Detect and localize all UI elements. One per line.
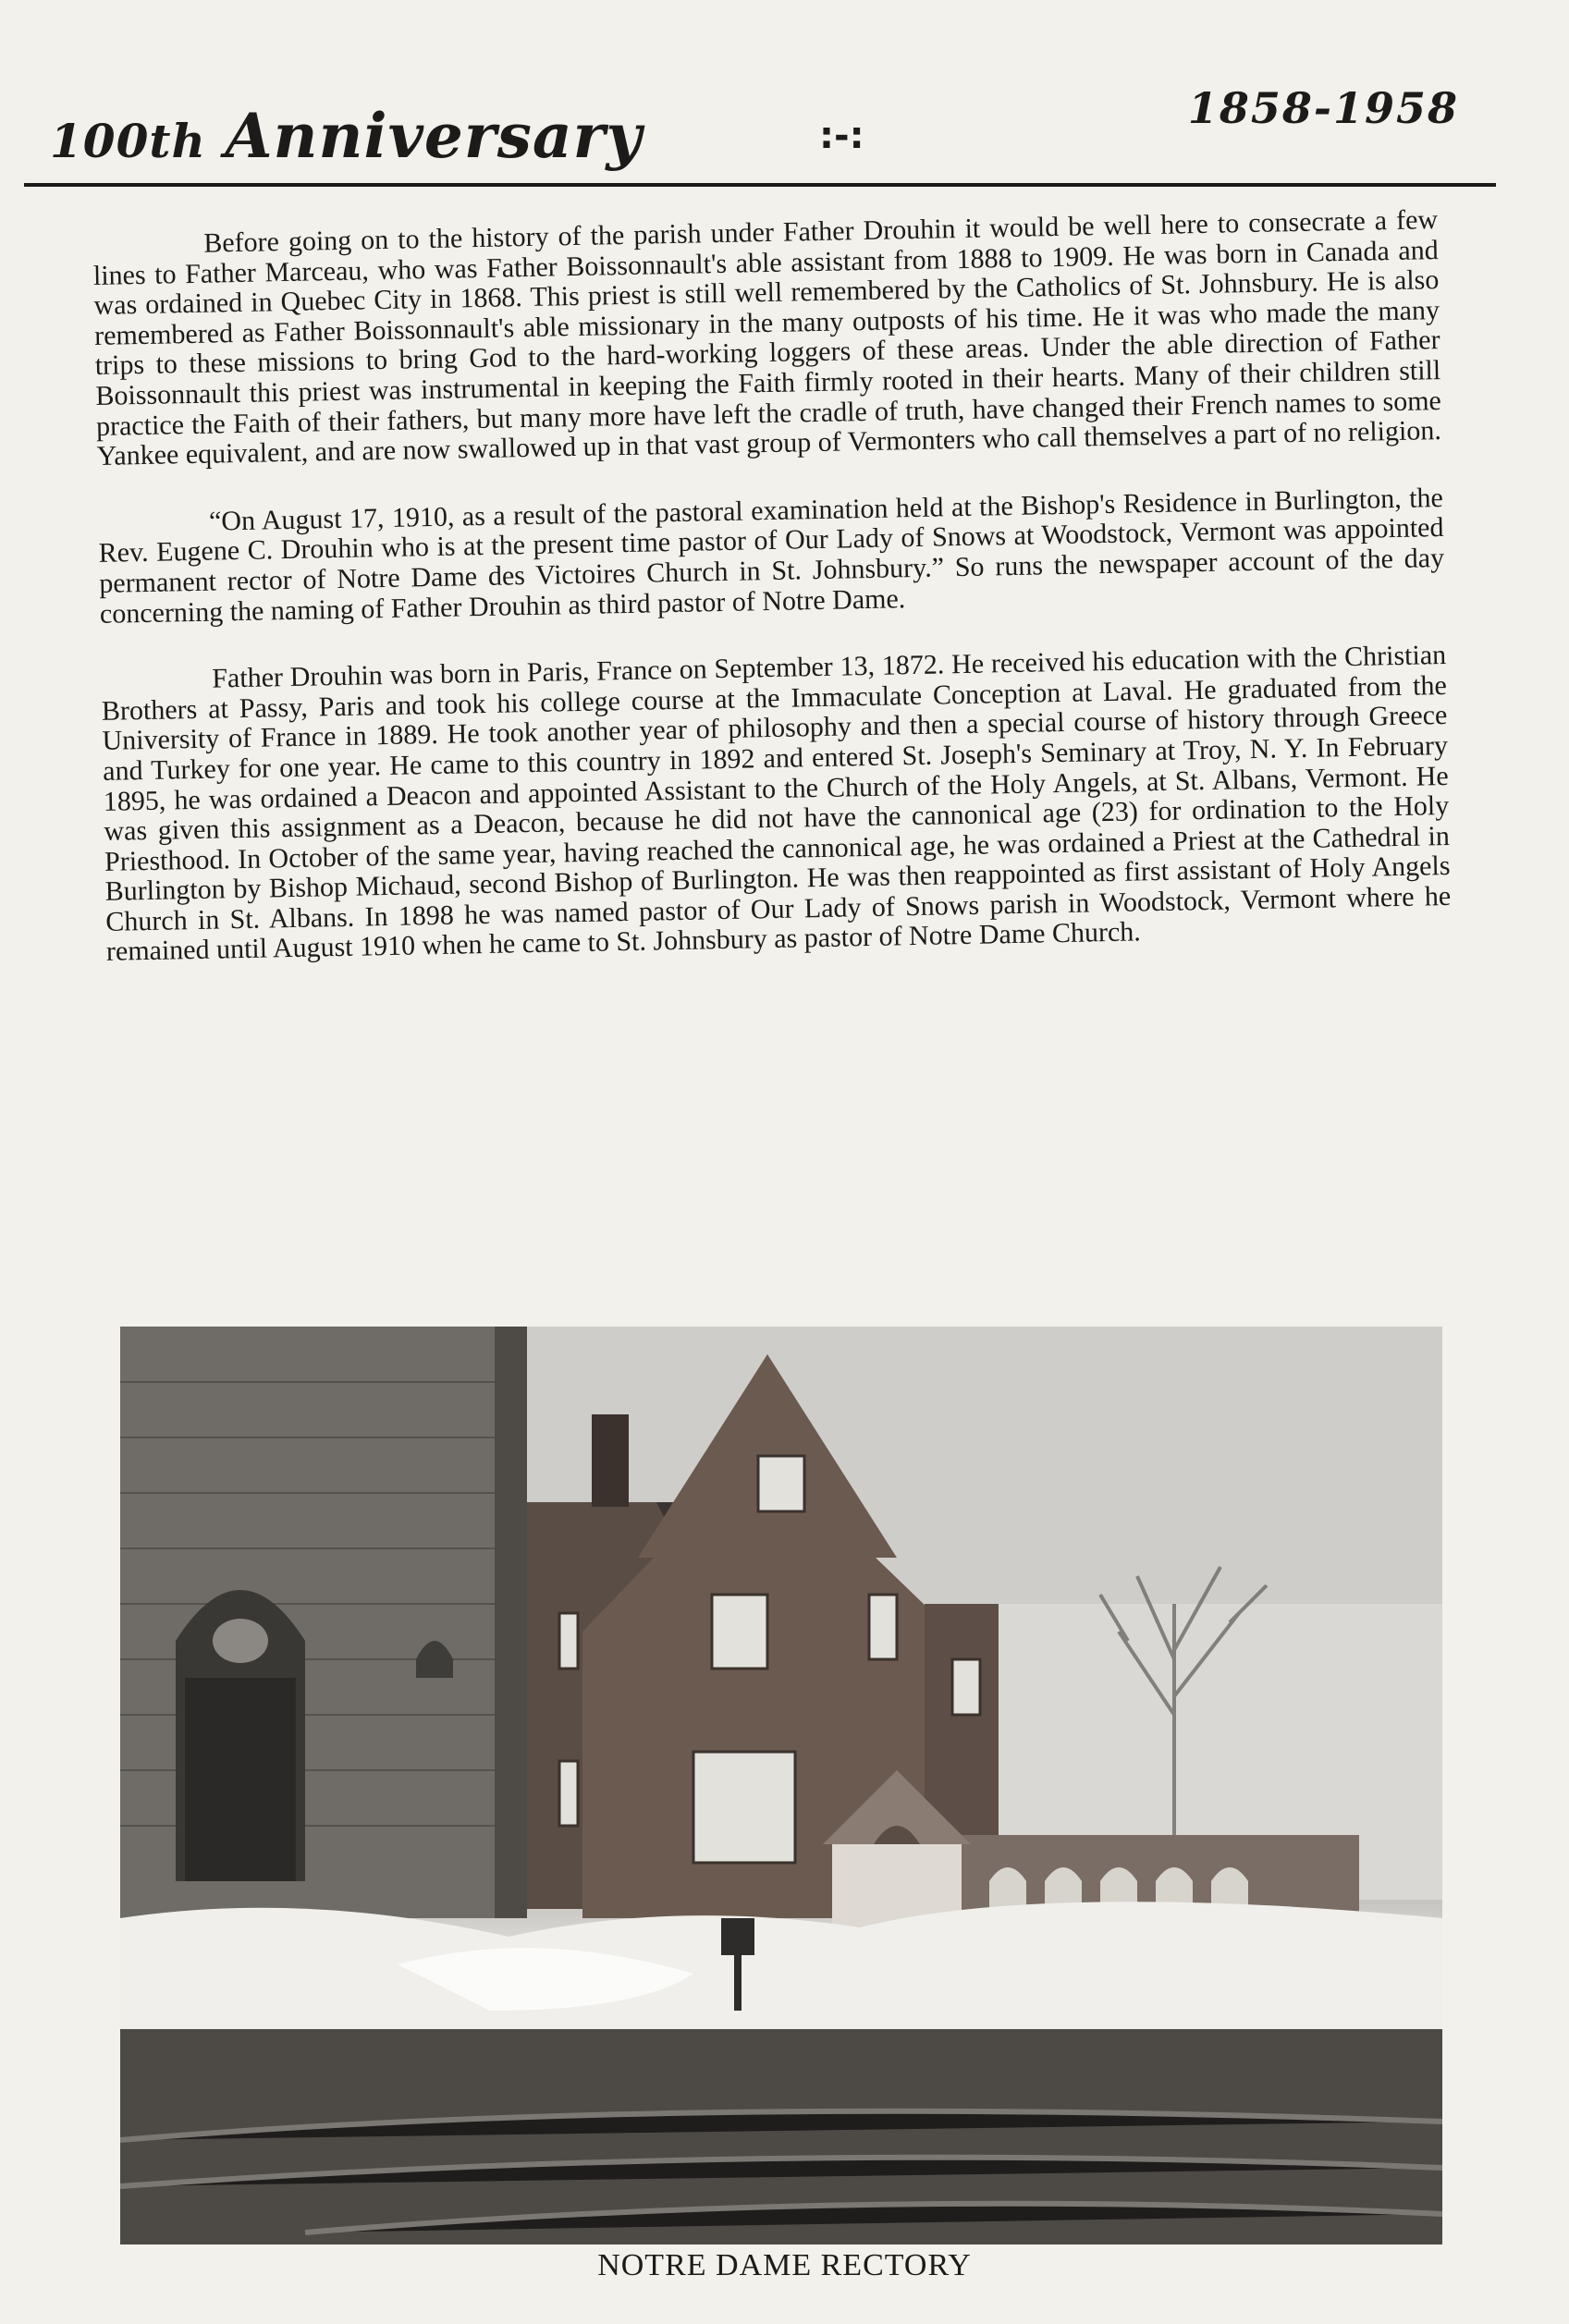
page-header	[24, 55, 1496, 194]
photo-caption: NOTRE DAME RECTORY	[597, 2248, 972, 2282]
rectory-photo	[120, 1327, 1442, 2244]
paragraph-appointment: “On August 17, 1910, as a result of the pastoral examination held at the Bishop's Residence in Burlington, the Rev. Eugene C. Drouhin who is at the present time pastor of Our Lady of Snows at Woodstock, Vermont was appointed permanent rector of Notre Dame des Victoires Church in St. Johnsbury.” So runs the newspaper account of the day concerning the naming of Father Drouhin as third pastor of Notre Dame.	[98, 482, 1445, 630]
rectory-illustration	[120, 1327, 1442, 2244]
paragraph-drouhin-bio: Father Drouhin was born in Paris, France on September 13, 1872. He received his education with the Christian Brothers at Passy, Paris and took his college course at the Immaculate Conception at Laval. He graduated from the University of France in 1889. He took another year of philosophy and then a special course of history through Greece and Turkey for one year. He came to this country in 1892 and entered St. Joseph's Seminary at Troy, N. Y. In February 1895, he was ordained a Deacon and appointed Assistant to the Church of the Holy Angels, at St. Albans, Vermont. He was given this assignment as a Deacon, because he did not have the cannonical age (23) for ordination to the Holy Priesthood. In October of the same year, having reached the cannonical age, he was ordained a Priest at the Cathedral in Burlington by Bishop Michaud, second Bishop of Burlington. He was then reappointed as first assistant of Holy Angels Church in St. Albans. In 1898 he was named pastor of Our Lady of Snows parish in Woodstock, Vermont where he remained until August 1910 when he came to St. Johnsbury as pastor of Notre Dame Church.	[101, 640, 1452, 968]
header-number: 100th	[50, 114, 206, 168]
paragraph-marceau: Before going on to the history of the parish under Father Drouhin it would be well here to consecrate a few lines to Father Marceau, who was Father Boissonnault's able assistant from 1888 to 1909. He was born in Canada and was ordained in Quebec City in 1868. This priest is still well remembered by the Catholics of St. Johnsbury. He is also remembered as Father Boissonnault's able missionary in the many outposts of his time. He it was who made the many trips to these missions to bring God to the hard-working loggers of these areas. Under the able direction of Father Boissonnault this priest was instrumental in keeping the Faith firmly rooted in their hearts. Many of their children still practice the Faith of their fathers, but many more have left the cradle of truth, have changed their French names to some Yankee equivalent, and are now swallowed up in that vast group of Vermonters who call themselves a part of no religion.	[92, 204, 1442, 472]
header-anniversary: Anniversary	[225, 100, 643, 172]
header-title	[50, 100, 643, 172]
header-separator: :-:	[819, 115, 864, 157]
header-rule	[24, 183, 1496, 187]
header-years: 1858-1958	[1187, 83, 1459, 133]
body-text	[92, 205, 1453, 1005]
